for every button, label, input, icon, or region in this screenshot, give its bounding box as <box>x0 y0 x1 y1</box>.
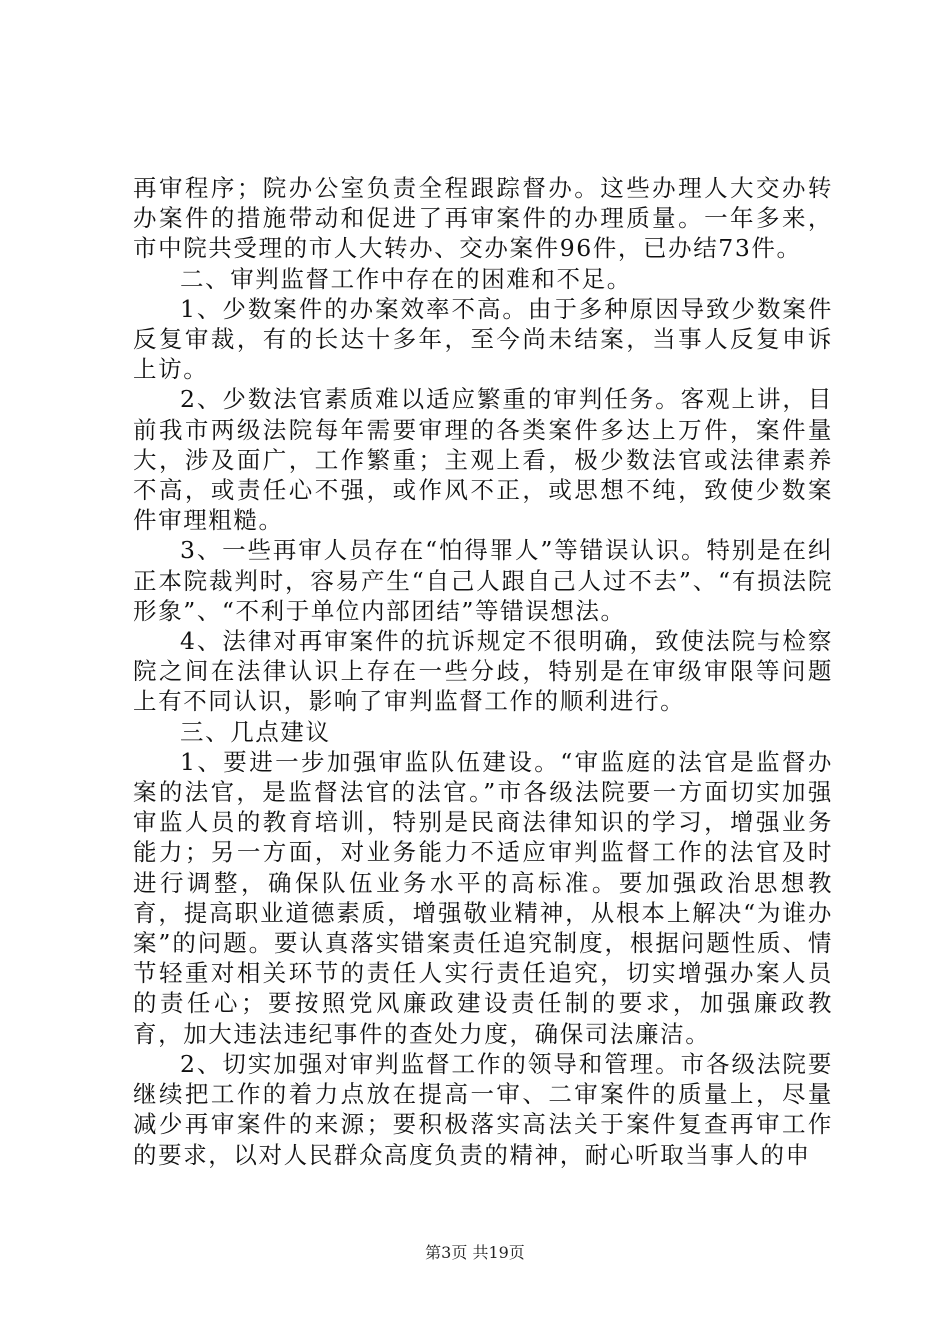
paragraph-item-3: 3、一些再审人员存在“怕得罪人”等错误认识。特别是在纠正本院裁判时，容易产生“自己人跟自己人过不去”、“有损法院形象”、“不利于单位内部团结”等错误想法。 <box>133 536 833 625</box>
page-number-footer: 第3页 共19页 <box>425 1243 525 1262</box>
section-heading-suggestions: 三、几点建议 <box>180 717 331 746</box>
paragraph-item-4: 4、法律对再审案件的抗诉规定不很明确，致使法院与检察院之间在法律认识上存在一些分歧，特别是在审级审限等问题上有不同认识，影响了审判监督工作的顺利进行。 <box>133 627 833 716</box>
document-body <box>133 173 833 1170</box>
paragraph-item-1: 1、少数案件的办案效率不高。由于多种原因导致少数案件反复审裁，有的长达十多年，至今尚未结案，当事人反复申诉上访。 <box>133 294 833 384</box>
paragraph-item-2: 2、少数法官素质难以适应繁重的审判任务。客观上讲，目前我市两级法院每年需要审理的各类案件多达上万件，案件量大，涉及面广，工作繁重；主观上看，极少数法官或法律素养不高，或责任心不强，或作风不正，或思想不纯，致使少数案件审理粗糙。 <box>133 385 833 535</box>
paragraph-suggestion-1: 1、要进一步加强审监队伍建设。“审监庭的法官是监督办案的法官，是监督法官的法官。”市各级法院要一方面切实加强审监人员的教育培训，特别是民商法律知识的学习，增强业务能力；另一方面，对业务能力不适应审判监督工作的法官及时进行调整，确保队伍业务水平的高标准。要加强政治思想教育，提高职业道德素质，增强敬业精神，从根本上解决“为谁办案”的问题。要认真落实错案责任追究制度，根据问题性质、情节轻重对相关环节的责任人实行责任追究，切实增强办案人员的责任心；要按照党风廉政建设责任制的要求，加强廉政教育，加大违法违纪事件的查处力度，确保司法廉洁。 <box>133 747 833 1048</box>
paragraph-continuation: 再审程序；院办公室负责全程跟踪督办。这些办理人大交办转办案件的措施带动和促进了再审案件的办理质量。一年多来，市中院共受理的市人大转办、交办案件96件，已办结73件。 <box>133 174 833 263</box>
section-heading-difficulties: 二、审判监督工作中存在的困难和不足。 <box>180 264 632 293</box>
paragraph-suggestion-2: 2、切实加强对审判监督工作的领导和管理。市各级法院要继续把工作的着力点放在提高一审、二审案件的质量上，尽量减少再审案件的来源；要积极落实高法关于案件复查再审工作的要求，以对人民群众高度负责的精神，耐心听取当事人的申 <box>133 1049 833 1169</box>
